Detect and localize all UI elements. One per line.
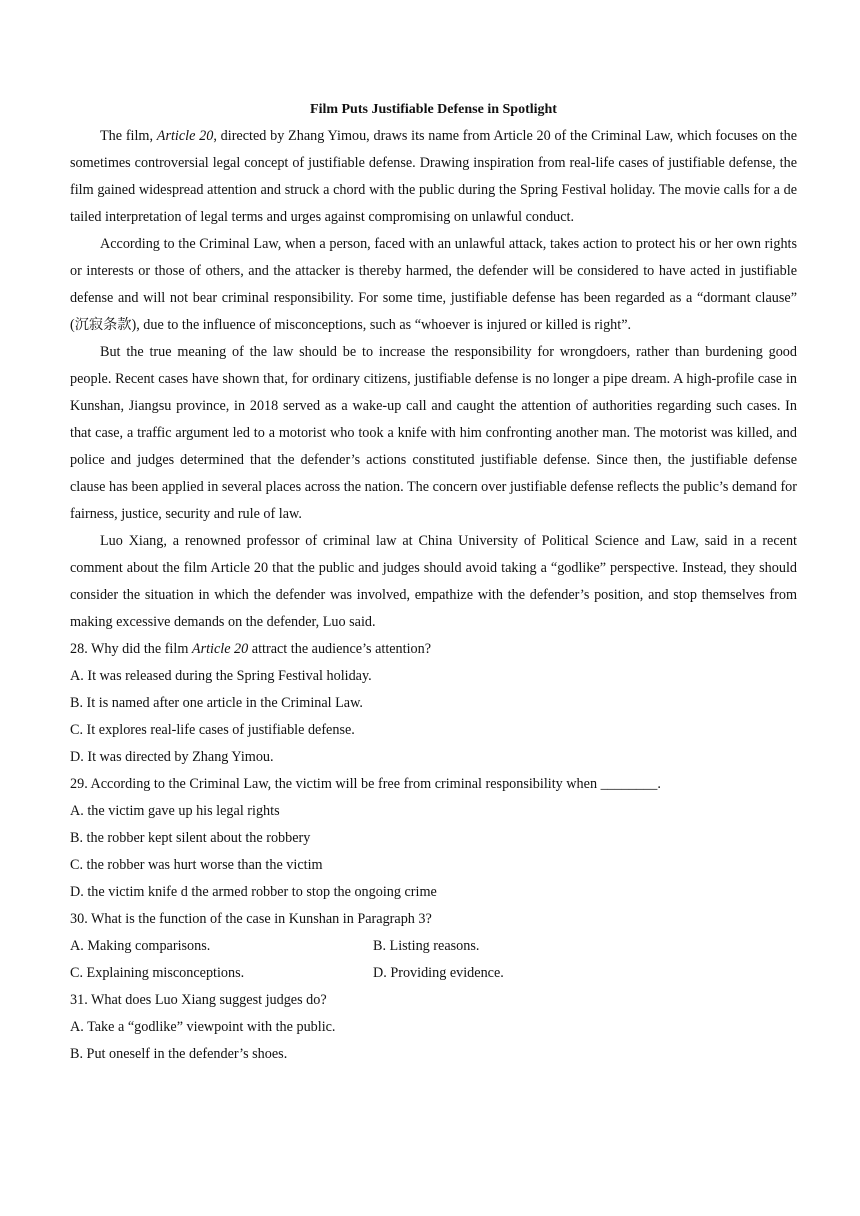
question-31 [70, 987, 797, 1068]
paragraph-1-start: The film, [100, 128, 157, 144]
paragraph-3: But the true meaning of the law should be to increase the responsibility for wrongdoers, rather than burdening good people. Recent cases have shown that, for ordinary citizens, justifiable defense is no longer a pipe dream. A high-profile case in Kunshan, Jiangsu province, in 2018 served as a wake-up call and caught the attention of authorities regarding such cases. In that case, a traffic argument led to a motorist who took a knife with him confronting another man. The motorist was killed, and police and judges determined that the defender’s actions constituted justifiable defense. Since then, the justifiable defense clause has been applied in several places across the nation. The concern over justifiable defense reflects the public’s demand for fairness, justice, security and rule of law. [70, 344, 797, 522]
question-30-option-b: B. Listing reasons. [373, 938, 480, 954]
question-30-option-d: D. Providing evidence. [373, 965, 504, 981]
question-28 [70, 636, 797, 771]
question-29-option-c: C. the robber was hurt worse than the victim [70, 857, 323, 873]
question-28-stem-start: 28. Why did the film [70, 641, 192, 657]
question-29-option-d: D. the victim knife d the armed robber to stop the ongoing crime [70, 884, 437, 900]
question-28-option-a: A. It was released during the Spring Festival holiday. [70, 668, 372, 684]
question-28-stem [70, 636, 797, 663]
question-29-option-a: A. the victim gave up his legal rights [70, 803, 280, 819]
question-30-options-row-2 [70, 960, 797, 987]
question-28-film-title: Article 20 [191, 641, 249, 657]
question-31-option-a: A. Take a “godlike” viewpoint with the public. [70, 1019, 336, 1035]
question-28-option-c: C. It explores real-life cases of justifiable defense. [70, 722, 355, 738]
article-title: Film Puts Justifiable Defense in Spotlight [310, 102, 557, 117]
question-28-option-d: D. It was directed by Zhang Yimou. [70, 749, 274, 765]
question-30 [70, 906, 797, 987]
question-29 [70, 771, 797, 906]
question-30-stem: 30. What is the function of the case in Kunshan in Paragraph 3? [70, 911, 432, 927]
paragraph-2: According to the Criminal Law, when a person, faced with an unlawful attack, takes action to protect his or her own rights or interests or those of others, and the attacker is thereby harmed, the defender will be considered to have acted in justifiable defense and will not bear criminal responsibility. For some time, justifiable defense has been regarded as a “dormant clause” (沉寂条款), due to the influence of misconceptions, such as “whoever is injured or killed is right”. [70, 236, 797, 333]
paragraph-1 [70, 123, 797, 231]
question-30-options-row-1 [70, 933, 797, 960]
question-30-option-c: C. Explaining misconceptions. [70, 965, 245, 981]
film-title: Article 20 [156, 128, 214, 144]
paragraph-4: Luo Xiang, a renowned professor of criminal law at China University of Political Science and Law, said in a recent comment about the film Article 20 that the public and judges should avoid taking a “godlike” perspective. Instead, they should consider the situation in which the defender was involved, empathize with the defender’s position, and stop themselves from making excessive demands on the defender, Luo said. [70, 533, 797, 630]
question-30-option-a: A. Making comparisons. [70, 938, 211, 954]
question-28-option-b: B. It is named after one article in the Criminal Law. [70, 695, 363, 711]
question-29-option-b: B. the robber kept silent about the robbery [70, 830, 311, 846]
question-28-stem-end: attract the audience’s attention? [248, 641, 432, 657]
question-31-stem: 31. What does Luo Xiang suggest judges do? [70, 992, 327, 1008]
paragraph-1-rest: , directed by Zhang Yimou, draws its name from Article 20 of the Criminal Law, which focuses on the sometimes controversial legal concept of justifiable defense. Drawing inspiration from real-life cases of justifiable defense, the film gained widespread attention and struck a chord with the public during the Spring Festival holiday. The movie calls for a de tailed interpretation of legal terms and urges against compromising on unlawful conduct. [70, 128, 797, 225]
question-29-stem: 29. According to the Criminal Law, the victim will be free from criminal responsibility when ________. [70, 776, 661, 792]
question-31-option-b: B. Put oneself in the defender’s shoes. [70, 1046, 288, 1062]
